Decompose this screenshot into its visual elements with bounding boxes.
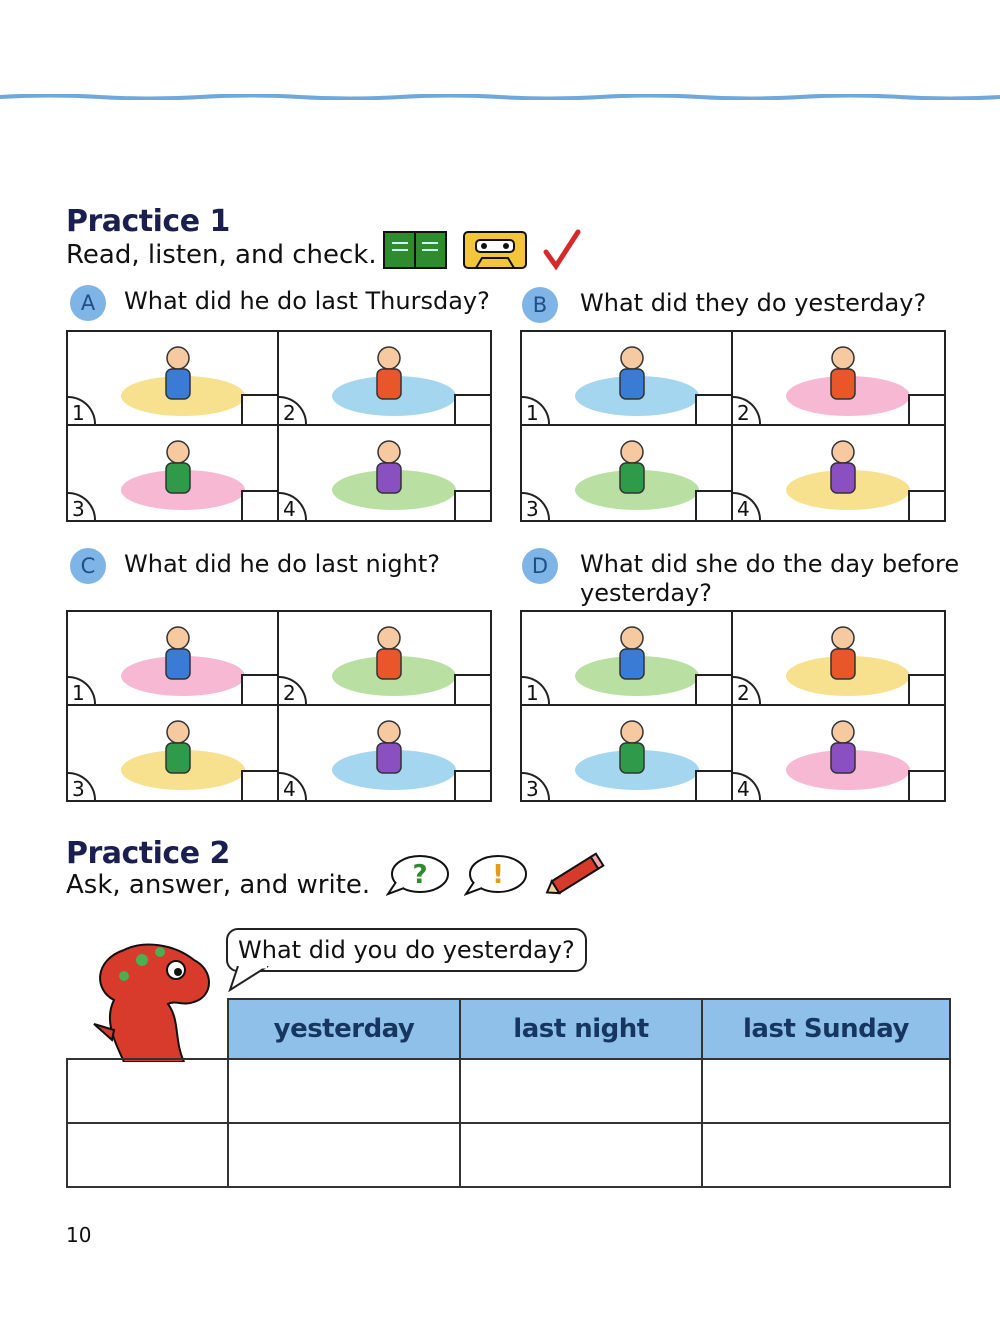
answer-checkbox[interactable] xyxy=(695,674,733,706)
answer-checkbox[interactable] xyxy=(908,770,944,800)
section-a-grid xyxy=(66,330,492,522)
answer-checkbox[interactable] xyxy=(241,770,279,800)
speech-bubble-tail xyxy=(228,966,278,992)
answer-checkbox[interactable] xyxy=(454,394,490,426)
kids-playing-hopscotch-illustration xyxy=(319,336,469,420)
boy-jumping-illustration xyxy=(319,430,469,514)
section-c-grid xyxy=(66,610,492,802)
section-a-question: What did he do last Thursday? xyxy=(124,287,490,315)
picture-cell xyxy=(279,426,490,520)
table-cell[interactable] xyxy=(460,1123,702,1187)
section-b-question: What did they do yesterday? xyxy=(580,289,927,317)
practice2-instruction: Ask, answer, and write. xyxy=(66,870,371,900)
girl-at-computer-illustration xyxy=(562,710,712,794)
table-cell[interactable] xyxy=(460,1059,702,1123)
girls-talking-illustration xyxy=(562,336,712,420)
picture-number: 2 xyxy=(733,396,761,426)
answer-checkbox[interactable] xyxy=(241,394,279,426)
picture-number: 4 xyxy=(733,492,761,520)
column-header-last-night: last night xyxy=(460,999,702,1059)
table-cell[interactable] xyxy=(702,1059,950,1123)
girls-at-door-illustration xyxy=(773,710,923,794)
answer-checkbox[interactable] xyxy=(695,394,733,426)
picture-cell xyxy=(733,612,944,706)
boy-doing-homework-illustration xyxy=(319,710,469,794)
picture-cell xyxy=(279,332,490,426)
table-header-row xyxy=(67,999,950,1059)
table-row xyxy=(67,1123,950,1187)
picture-number: 3 xyxy=(68,772,96,800)
picture-cell xyxy=(522,426,733,520)
column-header-last-sunday: last Sunday xyxy=(702,999,950,1059)
picture-cell xyxy=(279,706,490,800)
svg-text:?: ? xyxy=(412,860,428,890)
section-b-badge: B xyxy=(522,287,558,323)
picture-cell xyxy=(68,706,279,800)
girl-playing-drum-illustration xyxy=(773,616,923,700)
boy-playing-piano-illustration xyxy=(108,616,258,700)
picture-number: 3 xyxy=(522,772,550,800)
section-a-badge: A xyxy=(70,285,106,321)
family-at-door-illustration xyxy=(773,336,923,420)
picture-cell xyxy=(733,426,944,520)
top-rule xyxy=(0,94,1000,100)
answer-checkbox[interactable] xyxy=(695,490,733,520)
section-c-question: What did he do last night? xyxy=(124,550,440,578)
boy-playing-basketball-illustration xyxy=(108,710,258,794)
answer-checkbox[interactable] xyxy=(454,674,490,706)
picture-number: 2 xyxy=(733,676,761,706)
practice2-title: Practice 2 xyxy=(66,836,230,871)
section-b-grid xyxy=(520,330,946,522)
picture-number: 3 xyxy=(68,492,96,520)
question-bubble-icon xyxy=(386,852,450,898)
picture-cell xyxy=(522,706,733,800)
svg-text:!: ! xyxy=(492,860,504,890)
table-cell-name[interactable] xyxy=(67,1059,228,1123)
picture-number: 4 xyxy=(279,492,307,520)
section-d-question xyxy=(580,550,959,608)
boy-at-computer-illustration xyxy=(108,336,258,420)
picture-number: 2 xyxy=(279,676,307,706)
table-cell[interactable] xyxy=(228,1123,460,1187)
picture-number: 1 xyxy=(522,676,550,706)
section-d-question-line1: What did she do the day before xyxy=(580,550,960,578)
girl-on-phone-illustration xyxy=(562,616,712,700)
practice1-title: Practice 1 xyxy=(66,204,230,239)
picture-number: 1 xyxy=(522,396,550,426)
table-cell[interactable] xyxy=(702,1123,950,1187)
page-number: 10 xyxy=(66,1223,92,1247)
exclamation-bubble-icon xyxy=(464,852,528,898)
boy-reading-book-illustration xyxy=(108,430,258,514)
picture-cell xyxy=(733,706,944,800)
speech-bubble: What did you do yesterday? xyxy=(226,928,587,972)
practice1-icons xyxy=(382,228,582,272)
column-header-yesterday: yesterday xyxy=(228,999,460,1059)
picture-number: 1 xyxy=(68,676,96,706)
answer-checkbox[interactable] xyxy=(908,490,944,520)
section-d-question-line2: yesterday? xyxy=(580,579,712,607)
book-icon xyxy=(382,230,448,270)
picture-cell xyxy=(68,426,279,520)
answer-checkbox[interactable] xyxy=(241,674,279,706)
table-cell[interactable] xyxy=(228,1059,460,1123)
section-d-grid xyxy=(520,610,946,802)
picture-number: 1 xyxy=(68,396,96,426)
practice2-table xyxy=(66,998,951,1188)
kids-cleaning-window-illustration xyxy=(562,430,712,514)
picture-cell xyxy=(522,612,733,706)
checkmark-icon xyxy=(542,228,582,272)
picture-number: 4 xyxy=(279,772,307,800)
answer-checkbox[interactable] xyxy=(695,770,733,800)
picture-cell xyxy=(522,332,733,426)
answer-checkbox[interactable] xyxy=(454,490,490,520)
picture-number: 2 xyxy=(279,396,307,426)
picture-cell xyxy=(733,332,944,426)
picture-cell xyxy=(279,612,490,706)
table-cell-name[interactable] xyxy=(67,1123,228,1187)
practice2-icons xyxy=(386,852,608,898)
table-corner xyxy=(67,999,228,1059)
section-c-badge: C xyxy=(70,548,106,584)
answer-checkbox[interactable] xyxy=(908,394,944,426)
picture-number: 4 xyxy=(733,772,761,800)
section-d-badge: D xyxy=(522,548,558,584)
picture-cell xyxy=(68,612,279,706)
picture-cell xyxy=(68,332,279,426)
practice1-instruction: Read, listen, and check. xyxy=(66,240,377,270)
answer-checkbox[interactable] xyxy=(908,674,944,706)
answer-checkbox[interactable] xyxy=(241,490,279,520)
pencil-icon xyxy=(542,852,608,898)
cassette-icon xyxy=(462,230,528,270)
answer-checkbox[interactable] xyxy=(454,770,490,800)
boy-in-bedroom-illustration xyxy=(319,616,469,700)
kids-playing-soccer-illustration xyxy=(773,430,923,514)
picture-number: 3 xyxy=(522,492,550,520)
table-row xyxy=(67,1059,950,1123)
